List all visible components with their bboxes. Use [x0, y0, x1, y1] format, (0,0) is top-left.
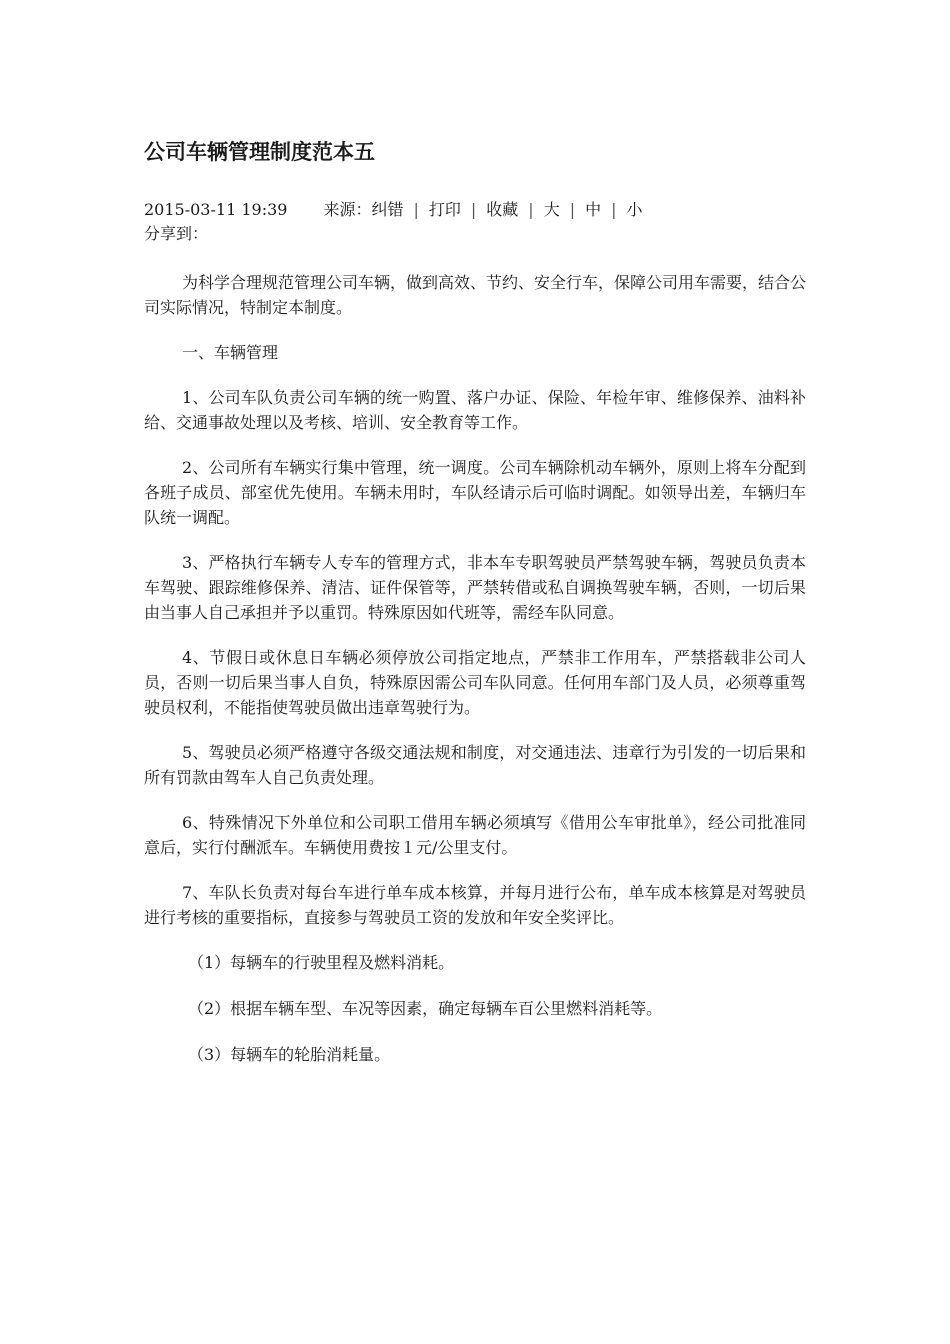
article-body: [144, 270, 806, 1088]
sub-item: （2）根据车辆车型、车况等因素，确定每辆车百公里燃料消耗等。: [188, 999, 663, 1018]
favorite-link[interactable]: 收藏: [486, 200, 519, 219]
section-heading: 一、车辆管理: [182, 343, 279, 362]
separator: |: [611, 200, 617, 219]
report-error-link[interactable]: 纠错: [371, 200, 404, 219]
article-meta: [144, 198, 643, 222]
sub-item: （1）每辆车的行驶里程及燃料消耗。: [188, 953, 455, 972]
rule-paragraph: 6、特殊情况下外单位和公司职工借用车辆必须填写《借用公车审批单》，经公司批准同意后，实行付酬派车。车辆使用费按１元/公里支付。: [144, 813, 806, 857]
font-medium-link[interactable]: 中: [585, 200, 602, 219]
font-large-link[interactable]: 大: [543, 200, 560, 219]
rule-paragraph: 7、车队长负责对每台车进行单车成本核算，并每月进行公布，单车成本核算是对驾驶员进行考核的重要指标，直接参与驾驶员工资的发放和年安全奖评比。: [144, 883, 806, 927]
rule-paragraph: 1、公司车队负责公司车辆的统一购置、落户办证、保险、年检年审、维修保养、油料补给、交通事故处理以及考核、培训、安全教育等工作。: [144, 388, 806, 432]
intro-paragraph: 为科学合理规范管理公司车辆，做到高效、节约、安全行车，保障公司用车需要，结合公司实际情况，特制定本制度。: [144, 273, 807, 317]
source-label: 来源：: [323, 200, 372, 219]
separator: |: [569, 200, 576, 219]
rule-paragraph: 4、节假日或休息日车辆必须停放公司指定地点，严禁非工作用车，严禁搭载非公司人员，否则一切后果当事人自负，特殊原因需公司车队同意。任何用车部门及人员，必须尊重驾驶员权利，不能指使驾驶员做出违章驾驶行为。: [144, 648, 806, 717]
sub-item: （3）每辆车的轮胎消耗量。: [188, 1045, 391, 1064]
separator: |: [413, 200, 419, 219]
rule-paragraph: 3、严格执行车辆专人专车的管理方式，非本车专职驾驶员严禁驾驶车辆，驾驶员负责本车驾驶、跟踪维修保养、清洁、证件保管等，严禁转借或私自调换驾驶车辆，否则，一切后果由当事人自己承担并予以重罚。特殊原因如代班等，需经车队同意。: [144, 553, 806, 622]
separator: |: [470, 200, 477, 219]
separator: |: [528, 200, 534, 219]
publish-date: 2015-03-11 19:39: [144, 200, 288, 219]
print-link[interactable]: 打印: [428, 200, 461, 219]
font-small-link[interactable]: 小: [626, 200, 643, 219]
share-label: 分享到：: [144, 224, 209, 243]
rule-paragraph: 2、公司所有车辆实行集中管理，统一调度。公司车辆除机动车辆外，原则上将车分配到各班子成员、部室优先使用。车辆未用时，车队经请示后可临时调配。如领导出差，车辆归车队统一调配。: [144, 458, 806, 527]
page-title: 公司车辆管理制度范本五: [144, 140, 375, 164]
rule-paragraph: 5、驾驶员必须严格遵守各级交通法规和制度，对交通违法、违章行为引发的一切后果和所有罚款由驾车人自己负责处理。: [144, 743, 806, 787]
